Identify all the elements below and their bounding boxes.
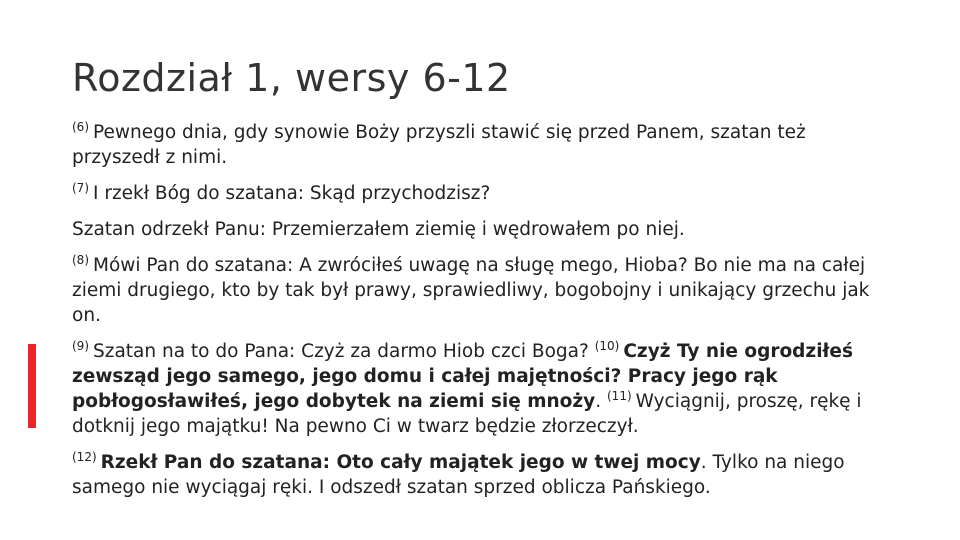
verse-emphasis: Rzekł Pan do szatana: Oto cały majątek jego w twej mocy: [100, 452, 701, 473]
verse-number: (9): [72, 339, 89, 353]
verse-text: I rzekł Bóg do szatana: Skąd przychodzisz?: [93, 183, 491, 204]
verse-text: Szatan odrzekł Panu: Przemierzałem ziemię i wędrowałem po niej.: [72, 219, 685, 240]
verse-number: (6): [72, 120, 89, 134]
verse-text: .: [595, 391, 602, 412]
verse-7-continued: [72, 217, 872, 242]
verse-text: . Tylko na niego samego nie wyciągaj ręki. I odszedł szatan sprzed oblicza Pańskiego.: [72, 452, 845, 498]
verse-text: Szatan na to do Pana: Czyż za darmo Hiob czci Boga?: [93, 341, 589, 362]
verse-12: [72, 450, 872, 500]
verse-8: [72, 253, 872, 328]
verse-number: (7): [72, 181, 89, 195]
verses-9-11: [72, 339, 872, 439]
verse-text: Pewnego dnia, gdy synowie Boży przyszli stawić się przed Panem, szatan też przyszedł z nimi.: [72, 122, 806, 168]
verse-number: (8): [72, 253, 89, 267]
verse-text: Wyciągnij, proszę, rękę i dotknij jego majątku! Na pewno Ci w twarz będzie złorzeczył.: [72, 391, 862, 437]
verse-number: (10): [594, 339, 620, 353]
verse-number: (12): [72, 450, 97, 464]
verse-emphasis: Czyż Ty nie ogrodziłeś zewsząd jego samego, jego domu i całej majętności? Pracy jego rąk pobłogosławiłeś, jego dobytek na ziemi się mnoży: [72, 341, 853, 412]
verse-7: [72, 181, 872, 206]
verse-number: (11): [607, 389, 632, 403]
slide-content: [72, 120, 872, 511]
verse-text: Mówi Pan do szatana: A zwróciłeś uwagę na sługę mego, Hioba? Bo nie ma na całej ziemi drugiego, kto by tak był prawy, sprawiedliwy, bogobojny i unikający grzechu jak on.: [72, 255, 870, 326]
accent-bar: [28, 344, 36, 428]
verse-6: [72, 120, 872, 170]
slide-title: Rozdział 1, wersy 6-12: [72, 56, 511, 100]
